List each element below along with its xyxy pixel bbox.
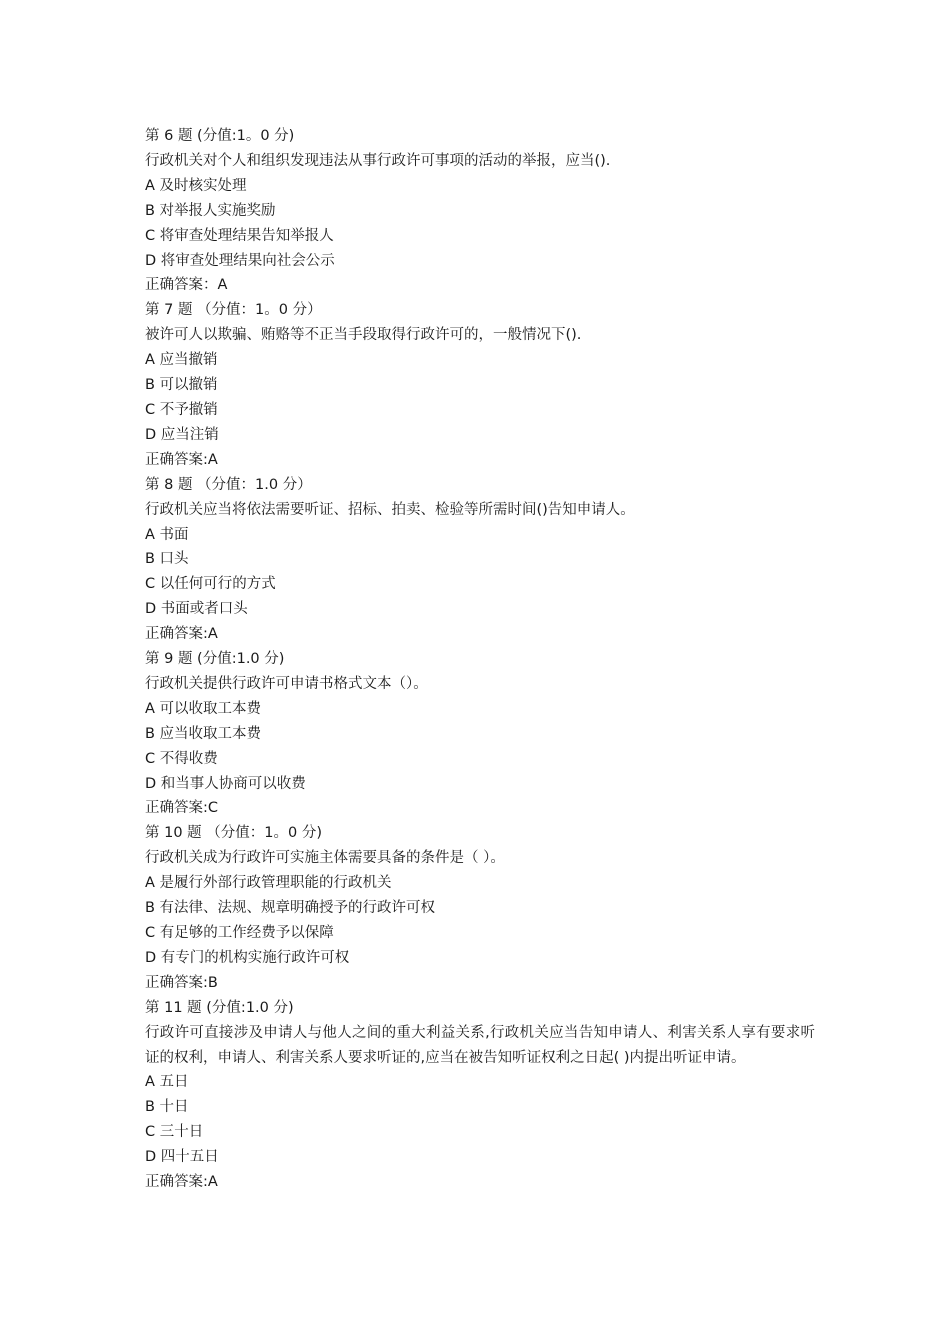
option-b: B 应当收取工本费 [145, 725, 262, 742]
question-header: 第 11 题 (分值:1.0 分) [145, 999, 294, 1016]
question-block [145, 473, 815, 647]
option-a: A 五日 [145, 1074, 189, 1091]
correct-answer: 正确答案:B [145, 974, 218, 991]
option-b: B 口头 [145, 551, 189, 568]
question-header: 第 9 题 (分值:1.0 分) [145, 651, 285, 668]
option-b: B 可以撤销 [145, 377, 218, 394]
option-b: B 十日 [145, 1099, 189, 1116]
question-block [145, 996, 815, 1195]
question-list [145, 124, 815, 1195]
option-d: D 和当事人协商可以收费 [145, 775, 306, 792]
question-header: 第 10 题 （分值：1。0 分) [145, 825, 322, 842]
option-a: A 及时核实处理 [145, 177, 247, 194]
option-d: D 有专门的机构实施行政许可权 [145, 949, 350, 966]
question-stem: 行政机关提供行政许可申请书格式文本（）。 [145, 675, 428, 692]
option-c: C 三十日 [145, 1124, 204, 1141]
option-d: D 书面或者口头 [145, 601, 248, 618]
question-header: 第 6 题 (分值:1。0 分) [145, 128, 295, 144]
question-header: 第 7 题 （分值：1。0 分） [145, 302, 322, 319]
question-block [145, 124, 815, 298]
option-c: C 不得收费 [145, 750, 218, 767]
correct-answer: 正确答案：A [145, 277, 228, 294]
option-a: A 书面 [145, 526, 189, 543]
option-b: B 有法律、法规、规章明确授予的行政许可权 [145, 900, 436, 917]
option-c: C 有足够的工作经费予以保障 [145, 925, 334, 941]
option-a: A 应当撤销 [145, 352, 218, 369]
option-c: C 将审查处理结果告知举报人 [145, 227, 334, 244]
option-b: B 对举报人实施奖励 [145, 202, 276, 219]
question-header: 第 8 题 （分值：1.0 分） [145, 476, 312, 493]
correct-answer: 正确答案:A [145, 1174, 218, 1191]
question-stem: 被许可人以欺骗、贿赂等不正当手段取得行政许可的，一般情况下(). [145, 327, 582, 344]
question-block [145, 647, 815, 821]
question-block [145, 298, 815, 472]
correct-answer: 正确答案:A [145, 626, 218, 643]
option-a: A 是履行外部行政管理职能的行政机关 [145, 875, 392, 892]
question-stem: 行政机关应当将依法需要听证、招标、拍卖、检验等所需时间()告知申请人。 [145, 501, 635, 518]
correct-answer: 正确答案:A [145, 451, 218, 468]
option-d: D 四十五日 [145, 1149, 219, 1166]
question-block [145, 821, 815, 995]
option-d: D 应当注销 [145, 426, 219, 443]
question-stem: 行政机关成为行政许可实施主体需要具备的条件是（ ）。 [145, 850, 505, 867]
correct-answer: 正确答案:C [145, 800, 219, 817]
option-a: A 可以收取工本费 [145, 700, 262, 717]
question-stem: 行政机关对个人和组织发现违法从事行政许可事项的活动的举报，应当(). [145, 152, 611, 169]
option-c: C 以任何可行的方式 [145, 576, 276, 593]
option-c: C 不予撤销 [145, 401, 218, 418]
question-stem: 行政许可直接涉及申请人与他人之间的重大利益关系,行政机关应当告知申请人、利害关系人享有要求听证的权利，申请人、利害关系人要求听证的,应当在被告知听证权利之日起( )内提出听证申请。 [145, 1024, 815, 1066]
option-d: D 将审查处理结果向社会公示 [145, 252, 335, 269]
